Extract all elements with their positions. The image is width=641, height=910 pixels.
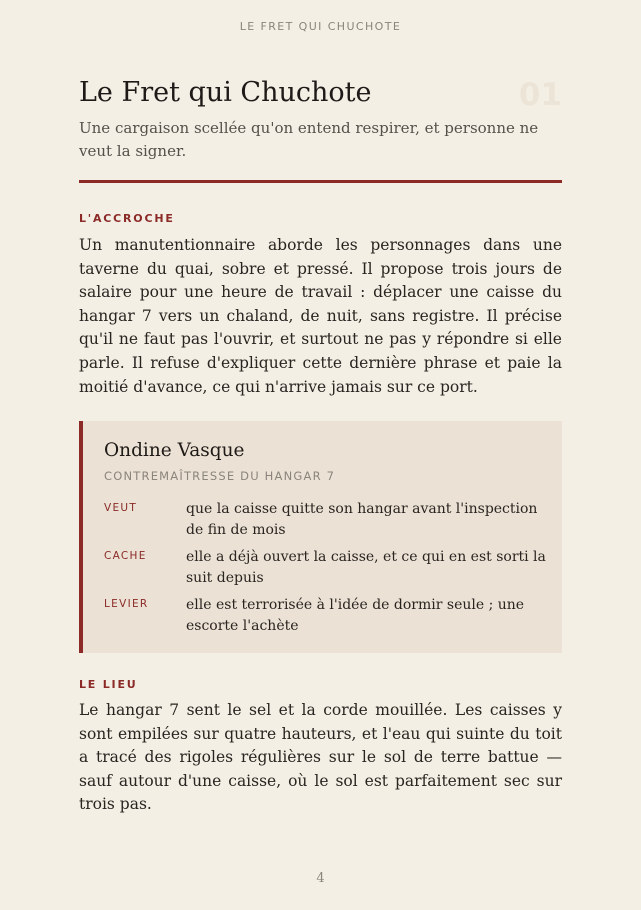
running-head: LE FRET QUI CHUCHOTE: [239, 20, 402, 33]
trait-value: que la caisse quitte son hangar avant l'inspection de fin de mois: [186, 501, 538, 538]
page-subtitle: Une cargaison scellée qu'on entend respirer, et personne ne veut la signer.: [79, 119, 539, 160]
npc-role: CONTREMAÎTRESSE DU HANGAR 7: [104, 469, 336, 483]
npc-name: Ondine Vasque: [104, 440, 245, 461]
location-label: LE LIEU: [79, 678, 138, 691]
hook-text: Un manutentionnaire aborde les personnages dans une taverne du quai, sobre et pressé. Il propose trois jours de salaire pour une heure de travail : déplacer une caisse du hangar 7 vers un chaland, de nuit, sans registre. Il précise qu'il ne faut pas l'ouvrir, et surtout ne pas y répondre si elle parle. Il refuse d'expliquer cette dernière phrase et paie la moitié d'avance, ce qui n'arrive jamais sur ce port.: [79, 236, 562, 396]
location-text: Le hangar 7 sent le sel et la corde mouillée. Les caisses y sont empilées sur quatre hauteurs, et l'eau qui suinte du toit a tracé des rigoles régulières sur le sol de terre battue — sauf autour d'une caisse, où le sol est parfaitement sec sur trois pas.: [79, 701, 562, 814]
trait-key: LEVIER: [104, 598, 149, 610]
trait-key: VEUT: [104, 502, 138, 514]
trait-value: elle est terrorisée à l'idée de dormir seule ; une escorte l'achète: [186, 597, 525, 634]
page-title: Le Fret qui Chuchote: [79, 77, 372, 108]
title-divider: [79, 180, 562, 183]
title-row: [79, 76, 562, 116]
npc-card: [79, 421, 562, 653]
trait-key: CACHE: [104, 550, 147, 562]
hook-label: L'ACCROCHE: [79, 212, 175, 225]
page-number: 4: [316, 871, 325, 886]
chapter-number: 01: [518, 77, 562, 113]
trait-value: elle a déjà ouvert la caisse, et ce qui en est sorti la suit depuis: [186, 549, 546, 586]
